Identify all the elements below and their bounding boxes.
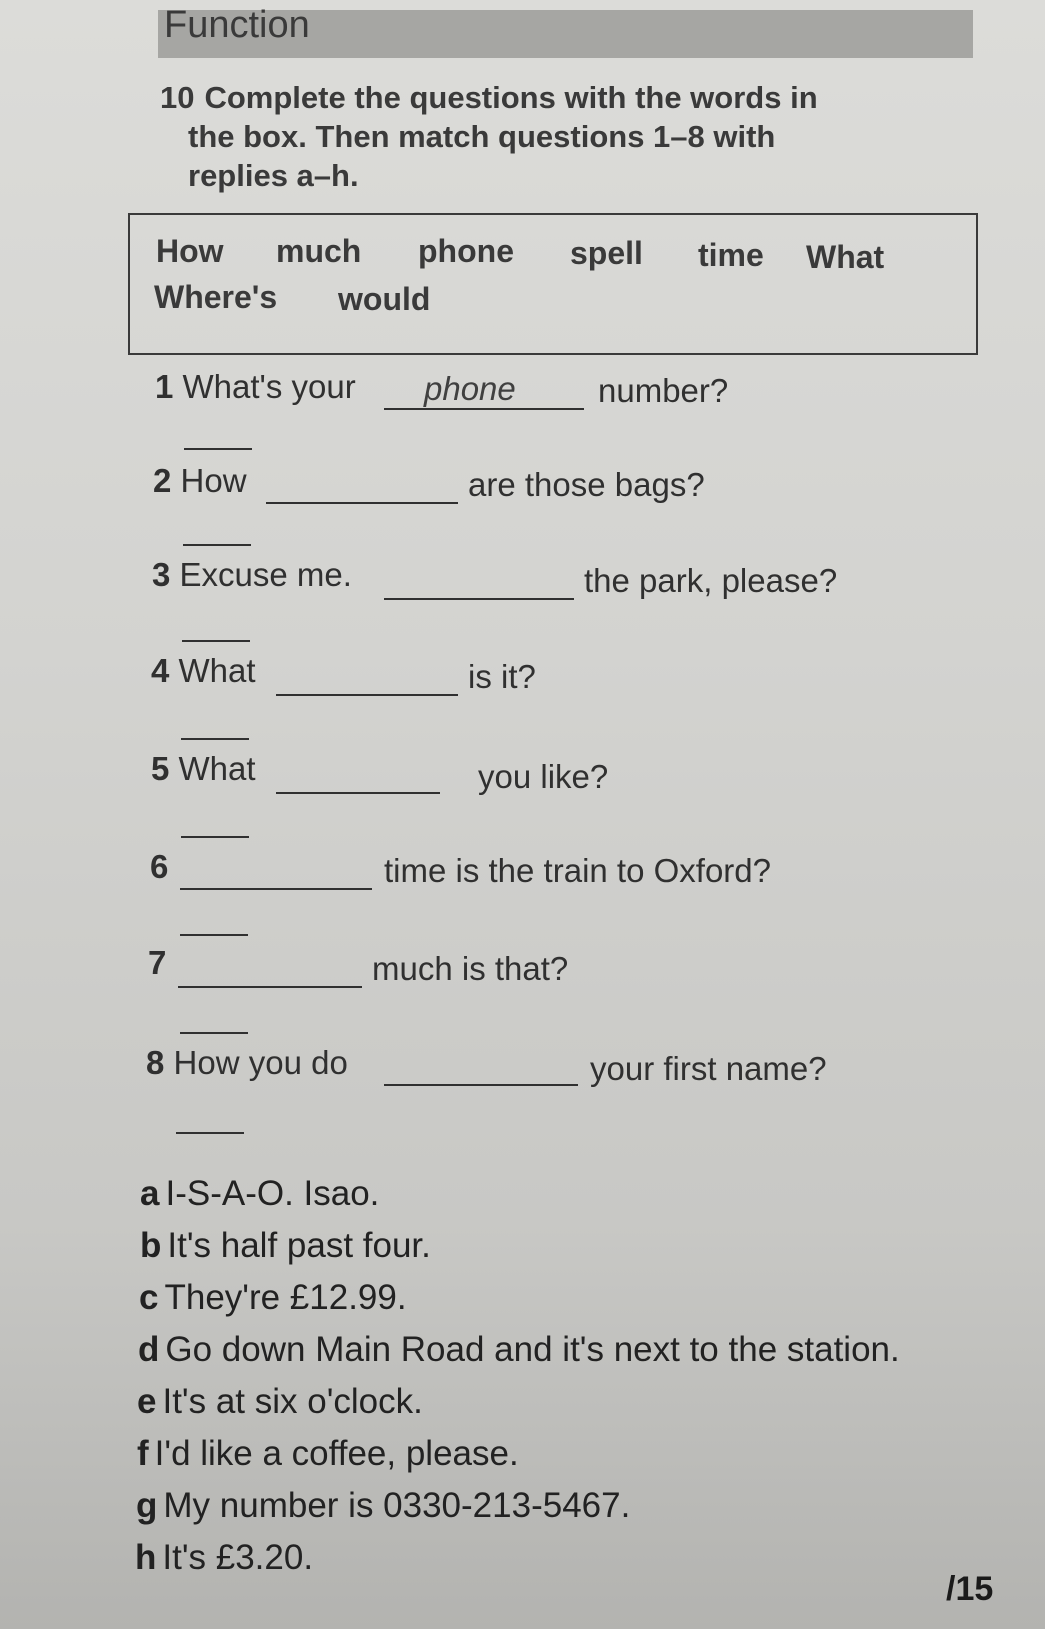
question-number: 3: [152, 556, 171, 593]
question-number: 1: [155, 368, 174, 405]
match-answer-line[interactable]: [181, 836, 249, 838]
question-2: [153, 462, 247, 500]
reply-text: Go down Main Road and it's next to the station.: [165, 1330, 900, 1369]
reply-letter: c: [139, 1278, 159, 1317]
reply-f: [137, 1434, 519, 1474]
answer-blank[interactable]: [266, 502, 458, 504]
reply-letter: d: [138, 1330, 160, 1369]
question-6: [150, 848, 168, 886]
question-number: 4: [151, 652, 170, 689]
question-number: 7: [148, 944, 167, 981]
reply-text: It's half past four.: [167, 1226, 431, 1265]
exercise-number: 10: [160, 80, 195, 115]
reply-text: They're £12.99.: [164, 1278, 407, 1317]
match-answer-line[interactable]: [182, 640, 250, 642]
question-number: 6: [150, 848, 169, 885]
word-box-word: Where's: [154, 279, 278, 315]
reply-d: [138, 1330, 900, 1370]
question-text-after: are those bags?: [468, 466, 705, 503]
question-text-after: is it?: [468, 658, 536, 695]
word-box-word: phone: [418, 233, 514, 269]
match-answer-line[interactable]: [180, 934, 248, 936]
answer-blank[interactable]: [384, 1084, 578, 1086]
question-text-before: Excuse me.: [179, 556, 352, 593]
answer-blank[interactable]: [384, 598, 574, 600]
question-text-after: you like?: [478, 758, 609, 795]
reply-h: [135, 1538, 313, 1578]
reply-letter: e: [137, 1382, 157, 1421]
reply-text: It's £3.20.: [162, 1538, 314, 1577]
word-box-word: time: [698, 237, 764, 273]
question-number: 5: [151, 750, 170, 787]
answer-blank[interactable]: [276, 694, 458, 696]
reply-b: [140, 1226, 431, 1266]
question-text-after: much is that?: [372, 950, 569, 987]
section-title: Function: [164, 4, 310, 46]
instruction-line-2: the box. Then match questions 1–8 with: [188, 119, 776, 154]
question-text-before: How: [180, 462, 247, 499]
instruction-line-1: Complete the questions with the words in: [204, 80, 818, 115]
question-text-before: What: [178, 652, 256, 689]
reply-g: [136, 1486, 630, 1526]
question-number: 8: [146, 1044, 165, 1081]
word-box-word: spell: [570, 235, 643, 271]
question-text-after: time is the train to Oxford?: [384, 852, 771, 889]
question-text-after: your first name?: [590, 1050, 827, 1087]
match-answer-line[interactable]: [180, 1032, 248, 1034]
question-8: [146, 1044, 348, 1082]
reply-letter: g: [136, 1486, 158, 1525]
question-text-after: number?: [598, 372, 729, 409]
score-total: /15: [946, 1570, 994, 1608]
question-text-before: What: [178, 750, 256, 787]
reply-letter: b: [140, 1226, 162, 1265]
reply-letter: f: [137, 1434, 149, 1473]
answer-blank[interactable]: [276, 792, 440, 794]
question-5: [151, 750, 256, 788]
match-answer-line[interactable]: [183, 544, 251, 546]
answer-blank[interactable]: [178, 986, 362, 988]
instruction-line-3: replies a–h.: [188, 158, 359, 193]
exercise-instructions: [160, 78, 940, 195]
question-7: [148, 944, 166, 982]
question-text-after: the park, please?: [584, 562, 838, 599]
reply-text: My number is 0330-213-5467.: [163, 1486, 631, 1525]
answer-blank[interactable]: [384, 408, 584, 410]
reply-letter: a: [140, 1174, 160, 1213]
word-box-word: How: [156, 233, 224, 269]
match-answer-line[interactable]: [176, 1132, 244, 1134]
reply-text: I'd like a coffee, please.: [154, 1434, 519, 1473]
question-text-before: What's your: [182, 368, 356, 405]
question-number: 2: [153, 462, 172, 499]
match-answer-line[interactable]: [181, 738, 249, 740]
question-4: [151, 652, 256, 690]
word-box: [128, 213, 978, 355]
question-1: [155, 368, 356, 406]
answer-blank[interactable]: [180, 888, 372, 890]
reply-letter: h: [135, 1538, 157, 1577]
word-box-word: much: [276, 233, 362, 269]
reply-text: I-S-A-O. Isao.: [165, 1174, 380, 1213]
reply-c: [139, 1278, 407, 1318]
match-answer-line[interactable]: [184, 448, 252, 450]
reply-a: [140, 1174, 379, 1214]
filled-answer: phone: [424, 370, 516, 407]
reply-text: It's at six o'clock.: [162, 1382, 423, 1421]
reply-e: [137, 1382, 423, 1422]
word-box-word: would: [338, 281, 431, 317]
question-text-before: How you do: [173, 1044, 348, 1081]
word-box-word: What: [806, 239, 885, 275]
question-3: [152, 556, 352, 594]
